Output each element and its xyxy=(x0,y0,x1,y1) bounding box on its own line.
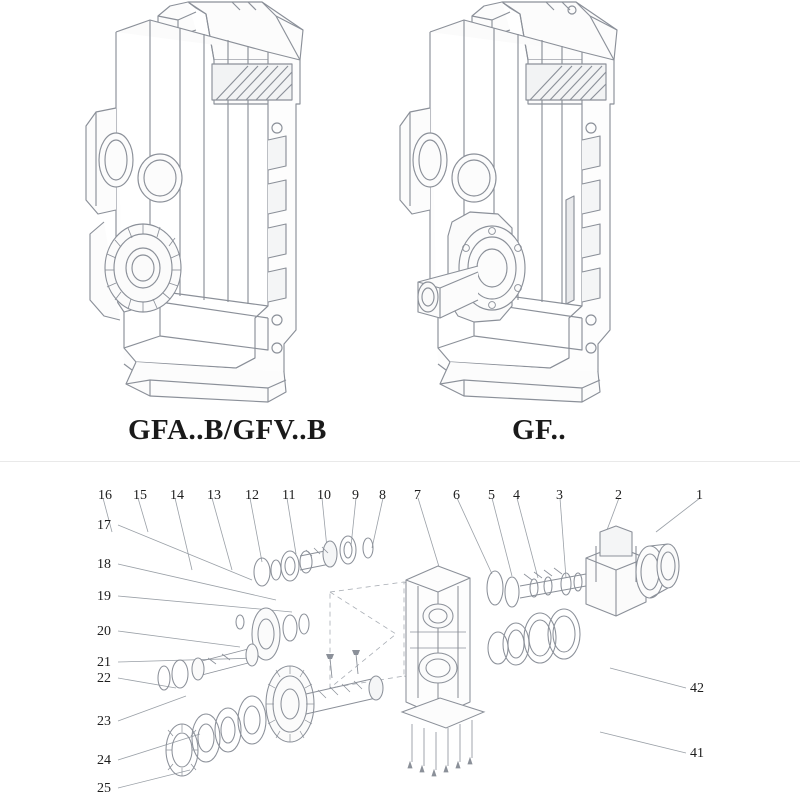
callout-24: 24 xyxy=(97,753,111,768)
callout-15: 15 xyxy=(133,488,147,503)
exploded-view-area xyxy=(0,462,800,800)
callout-22: 22 xyxy=(97,671,111,686)
callout-3: 3 xyxy=(556,488,563,503)
callout-17: 17 xyxy=(97,518,111,533)
gear-unit-flange-mount xyxy=(86,2,303,402)
callout-42: 42 xyxy=(690,681,704,696)
callout-14: 14 xyxy=(170,488,184,503)
callout-16: 16 xyxy=(98,488,112,503)
housing-part xyxy=(406,566,470,716)
callout-23: 23 xyxy=(97,714,111,729)
callout-20: 20 xyxy=(97,624,111,639)
callout-8: 8 xyxy=(379,488,386,503)
callout-12: 12 xyxy=(245,488,259,503)
callout-4: 4 xyxy=(513,488,520,503)
callout-25: 25 xyxy=(97,781,111,796)
caption-right-unit: GF.. xyxy=(512,414,567,446)
callout-11: 11 xyxy=(282,488,296,503)
caption-left-unit: GFA..B/GFV..B xyxy=(128,414,327,446)
callout-9: 9 xyxy=(352,488,359,503)
callout-1: 1 xyxy=(696,488,703,503)
callout-13: 13 xyxy=(207,488,221,503)
exploded-parts-diagram xyxy=(0,462,800,800)
callout-19: 19 xyxy=(97,589,111,604)
gear-unit-solid-shaft xyxy=(400,2,617,402)
callout-7: 7 xyxy=(414,488,421,503)
housing-base-plate xyxy=(402,698,484,776)
ring-parts-group xyxy=(487,568,586,665)
callout-18: 18 xyxy=(97,557,111,572)
motor-adapter-part xyxy=(586,526,679,616)
callout-21: 21 xyxy=(97,655,111,670)
pinion-parts-group xyxy=(254,536,373,586)
callout-5: 5 xyxy=(488,488,495,503)
callout-6: 6 xyxy=(453,488,460,503)
callout-41: 41 xyxy=(690,746,704,761)
callout-2: 2 xyxy=(615,488,622,503)
callout-10: 10 xyxy=(317,488,331,503)
